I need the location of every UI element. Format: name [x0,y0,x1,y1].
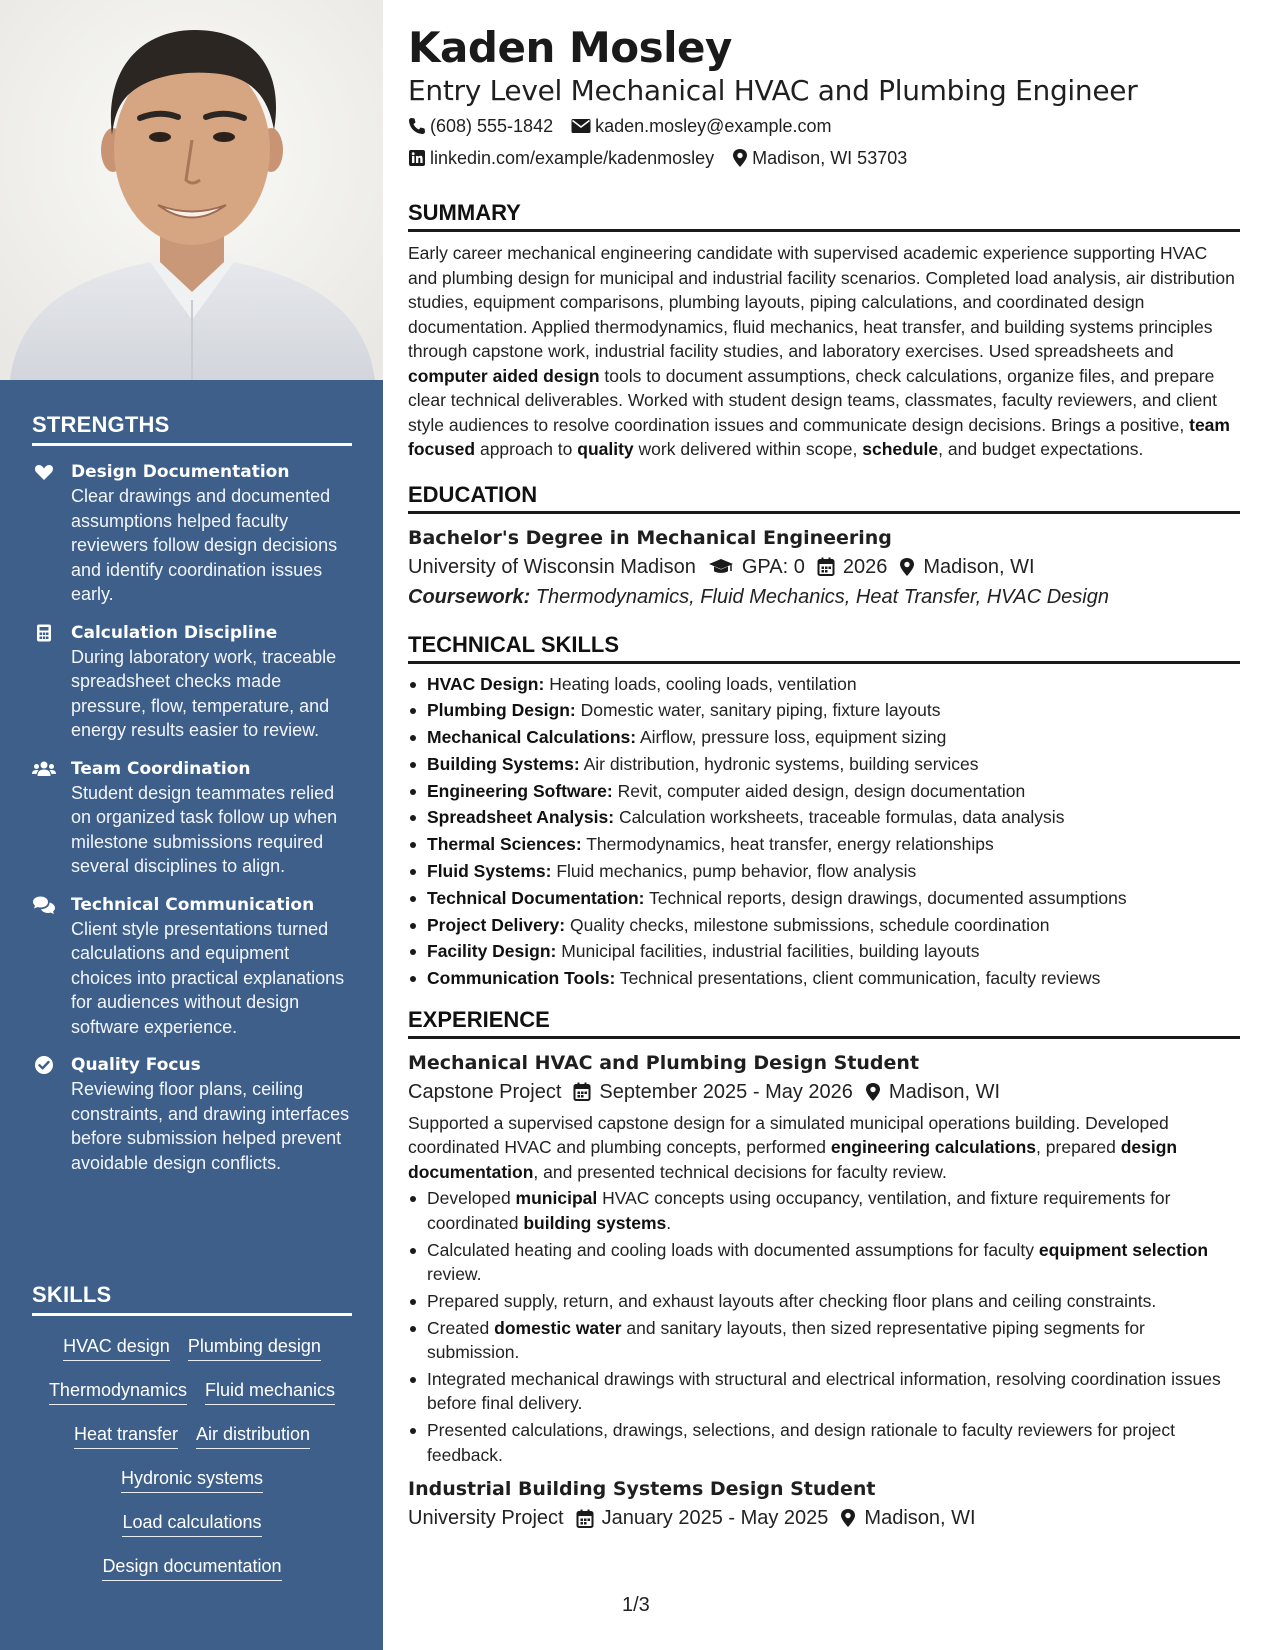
strengths-heading: STRENGTHS [32,412,352,446]
list-item: Plumbing Design: Domestic water, sanitary piping, fixture layouts [408,698,1240,723]
job-summary: Supported a supervised capstone design for a simulated municipal operations building. Developed coordinated HVAC and plumbing concepts, performed engineering calculations, prepared design documentation, and presented technical decisions for faculty review. [408,1112,1178,1182]
skill-tag: Load calculations [122,1508,261,1537]
summary-heading: SUMMARY [408,200,1240,232]
job-dates [573,1077,853,1107]
job-dates [576,1503,829,1533]
email[interactable] [571,110,831,142]
job-location-text: Madison, WI [864,1507,976,1530]
linkedin-icon [408,149,426,167]
job-dates-text: January 2025 - May 2025 [601,1507,829,1530]
experience-entry [408,1475,1240,1533]
envelope-icon [571,118,591,134]
job-dates-text: September 2025 - May 2026 [599,1080,853,1103]
strength-description: Student design teammates relied on organized task follow up when milestone submissions required several disciplines to align. [71,782,338,876]
degree: Bachelor's Degree in Mechanical Engineering [408,526,892,549]
strengths-section [32,412,352,1175]
list-item: HVAC Design: Heating loads, cooling loads, ventilation [408,672,1240,697]
linkedin-url: linkedin.com/example/kadenmosley [430,148,715,168]
job-meta [408,1503,1240,1533]
strength-description: Client style presentations turned calculations and equipment choices into practical explanations for audiences without design software experience. [71,918,345,1037]
strength-item [32,621,352,743]
skill-tag: Hydronic systems [121,1464,263,1493]
job-location-text: Madison, WI [888,1080,1001,1103]
experience-section [408,1007,1240,1533]
graduation-year [817,552,888,582]
phone-icon [408,117,426,135]
contact-row-2 [408,142,1240,174]
coursework: Coursework: Thermodynamics, Fluid Mechanics, Heat Transfer, HVAC Design [408,585,1109,608]
profile-photo [0,0,383,380]
skill-tag: Design documentation [102,1552,281,1581]
job-location [840,1503,975,1533]
candidate-name: Kaden Mosley [408,23,732,72]
technical-skills-list [408,672,1240,991]
email-address: kaden.mosley@example.com [595,116,832,136]
organization: University Project [408,1507,564,1530]
skill-tag: Heat transfer [74,1420,178,1449]
main-content [408,22,1240,1533]
education-section [408,482,1240,612]
phone[interactable] [408,110,553,142]
list-item: Prepared supply, return, and exhaust layouts after checking floor plans and ceiling constraints. [408,1289,1240,1314]
experience-heading: EXPERIENCE [408,1007,1240,1039]
list-item: Calculated heating and cooling loads with documented assumptions for faculty equipment selection review. [408,1238,1240,1287]
list-item: Engineering Software: Revit, computer aided design, design documentation [408,779,1240,804]
location [732,142,907,174]
list-item: Mechanical Calculations: Airflow, pressure loss, equipment sizing [408,725,1240,750]
phone-number: (608) 555-1842 [430,116,554,136]
page-number: 1/3 [622,1594,650,1616]
technical-skills-section [408,632,1240,991]
strength-item [32,893,352,1040]
chat-icon [32,895,56,915]
calculator-icon [34,623,54,643]
strength-title: Quality Focus [71,1055,201,1075]
calendar-icon [817,557,835,576]
map-pin-icon [865,1082,881,1102]
skills-section [32,1282,352,1586]
education-heading: EDUCATION [408,482,1240,514]
list-item: Facility Design: Municipal facilities, industrial facilities, building layouts [408,939,1240,964]
skill-tag: Thermodynamics [49,1376,187,1405]
list-item: Building Systems: Air distribution, hydronic systems, building services [408,752,1240,777]
strength-description: Reviewing floor plans, ceiling constraints, and drawing interfaces before submission helped prevent avoidable design conflicts. [71,1079,350,1173]
job-location [865,1077,1000,1107]
contact-row [408,110,1240,142]
strength-title: Calculation Discipline [71,622,278,643]
skill-tag: HVAC design [63,1332,170,1361]
strength-description: Clear drawings and documented assumptions helped faculty reviewers follow design decisions and identify coordination issues early. [71,486,338,604]
strength-description: During laboratory work, traceable spreadsheet checks made pressure, flow, temperature, and energy results easier to review. [71,646,337,740]
map-pin-icon [899,557,915,577]
list-item: Communication Tools: Technical presentations, client communication, faculty reviews [408,966,1240,991]
location-text: Madison, WI 53703 [752,148,908,168]
list-item: Developed municipal HVAC concepts using occupancy, ventilation, and fixture requirements for coordinated building systems. [408,1186,1240,1235]
education-location-text: Madison, WI [923,555,1035,578]
graduation-cap-icon [708,558,734,576]
map-pin-icon [840,1508,856,1528]
list-item: Fluid Systems: Fluid mechanics, pump behavior, flow analysis [408,859,1240,884]
skills-heading: SKILLS [32,1282,352,1316]
calendar-icon [576,1509,594,1528]
check-circle-icon [34,1055,54,1075]
list-item: Thermal Sciences: Thermodynamics, heat transfer, energy relationships [408,832,1240,857]
summary-section [408,200,1240,462]
heart-icon [34,462,54,482]
job-bullets [408,1186,1240,1467]
job-title: Mechanical HVAC and Plumbing Design Student [408,1051,920,1074]
users-icon [32,759,56,779]
list-item: Integrated mechanical drawings with structural and electrical information, resolving coordination issues before final delivery. [408,1367,1240,1416]
skill-tag: Air distribution [196,1420,310,1449]
summary-text: Early career mechanical engineering candidate with supervised academic experience supporting HVAC and plumbing design for municipal and industrial facility scenarios. Completed load analysis, air distribution studies, equipment comparisons, plumbing layouts, piping calculations, and coordinated design documentation. Applied thermodynamics, fluid mechanics, heat transfer, and building systems principles through capstone work, industrial facility studies, and laboratory exercises. Used spreadsheets and computer aided design tools to document assumptions, check calculations, organize files, and prepare clear technical deliverables. Worked with student design teams, classmates, faculty reviewers, and client style audiences to resolve coordination issues and communicate design decisions. Brings a positive, team focused approach to quality work delivered within scope, schedule, and budget expectations. [408,243,1235,459]
list-item: Spreadsheet Analysis: Calculation worksheets, traceable formulas, data analysis [408,805,1240,830]
organization: Capstone Project [408,1080,562,1103]
strength-title: Design Documentation [71,462,290,482]
linkedin[interactable] [408,142,714,174]
map-pin-icon [732,148,748,168]
list-item: Project Delivery: Quality checks, milestone submissions, schedule coordination [408,913,1240,938]
experience-entry [408,1049,1240,1467]
list-item: Created domestic water and sanitary layouts, then sized representative piping segments for submission. [408,1316,1240,1365]
skill-tag: Plumbing design [188,1332,321,1361]
school-name: University of Wisconsin Madison [408,555,696,578]
job-meta [408,1077,1240,1107]
technical-skills-heading: TECHNICAL SKILLS [408,632,1240,664]
gpa [708,552,805,582]
job-title: Industrial Building Systems Design Student [408,1478,876,1501]
education-location [899,552,1034,582]
education-meta [408,552,1240,582]
strength-item [32,757,352,879]
skill-tag: Fluid mechanics [205,1376,335,1405]
candidate-title: Entry Level Mechanical HVAC and Plumbing Engineer [408,74,1138,107]
strength-item [32,460,352,607]
sidebar [0,0,383,1650]
skill-tags [32,1322,352,1586]
calendar-icon [573,1082,591,1101]
strength-title: Team Coordination [71,758,251,779]
strength-item [32,1053,352,1175]
gpa-text: GPA: 0 [741,555,805,578]
strength-title: Technical Communication [71,894,315,915]
list-item: Presented calculations, drawings, selections, and design rationale to faculty reviewers for project feedback. [408,1418,1240,1467]
list-item: Technical Documentation: Technical reports, design drawings, documented assumptions [408,886,1240,911]
year-text: 2026 [842,555,888,578]
